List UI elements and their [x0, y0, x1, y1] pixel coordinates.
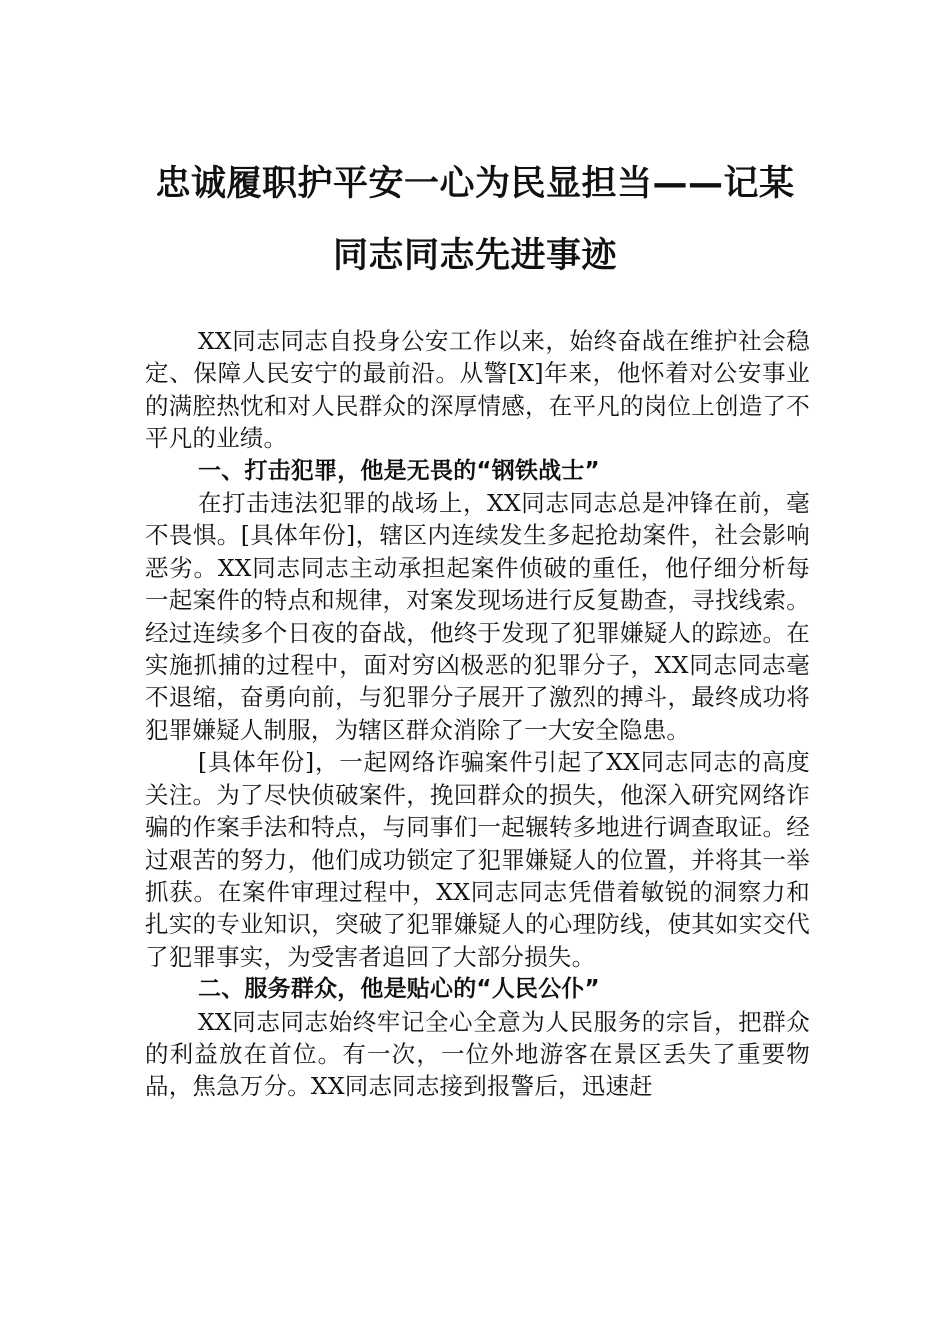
body-paragraph: 在打击违法犯罪的战场上，XX同志同志总是冲锋在前，毫不畏惧。[具体年份]，辖区内连续发生多起抢劫案件，社会影响恶劣。XX同志同志主动承担起案件侦破的重任，他仔细分析每一起案件的特点和规律，对案发现场进行反复勘查，寻找线索。经过连续多个日夜的奋战，他终于发现了犯罪嫌疑人的踪迹。在实施抓捕的过程中，面对穷凶极恶的犯罪分子，XX同志同志毫不退缩，奋勇向前，与犯罪分子展开了激烈的搏斗，最终成功将犯罪嫌疑人制服，为辖区群众消除了一大安全隐患。: [145, 489, 810, 744]
section-heading-2: 二、服务群众，他是贴心的“人民公仆”: [198, 976, 600, 1003]
document-title-line-1: 忠诚履职护平安一心为民显担当——记某: [155, 164, 795, 204]
body-paragraph: [具体年份]，一起网络诈骗案件引起了XX同志同志的高度关注。为了尽快侦破案件，挽回群众的损失，他深入研究网络诈骗的作案手法和特点，与同事们一起辗转多地进行调查取证。经过艰苦的努力，他们成功锁定了犯罪嫌疑人的位置，并将其一举抓获。在案件审理过程中，XX同志同志凭借着敏锐的洞察力和扎实的专业知识，突破了犯罪嫌疑人的心理防线，使其如实交代了犯罪事实，为受害者追回了大部分损失。: [145, 748, 810, 971]
intro-paragraph: XX同志同志自投身公安工作以来，始终奋战在维护社会稳定、保障人民安宁的最前沿。从警[X]年来，他怀着对公安事业的满腔热忱和对人民群众的深厚情感，在平凡的岗位上创造了不平凡的业绩。: [145, 327, 810, 453]
document-title-line-2: 同志同志先进事迹: [332, 236, 617, 276]
document-body: [145, 325, 810, 1103]
section-heading-1: 一、打击犯罪，他是无畏的“钢铁战士”: [198, 457, 600, 484]
body-paragraph: XX同志同志始终牢记全心全意为人民服务的宗旨，把群众的利益放在首位。有一次，一位外地游客在景区丢失了重要物品，焦急万分。XX同志同志接到报警后，迅速赶: [145, 1007, 810, 1101]
